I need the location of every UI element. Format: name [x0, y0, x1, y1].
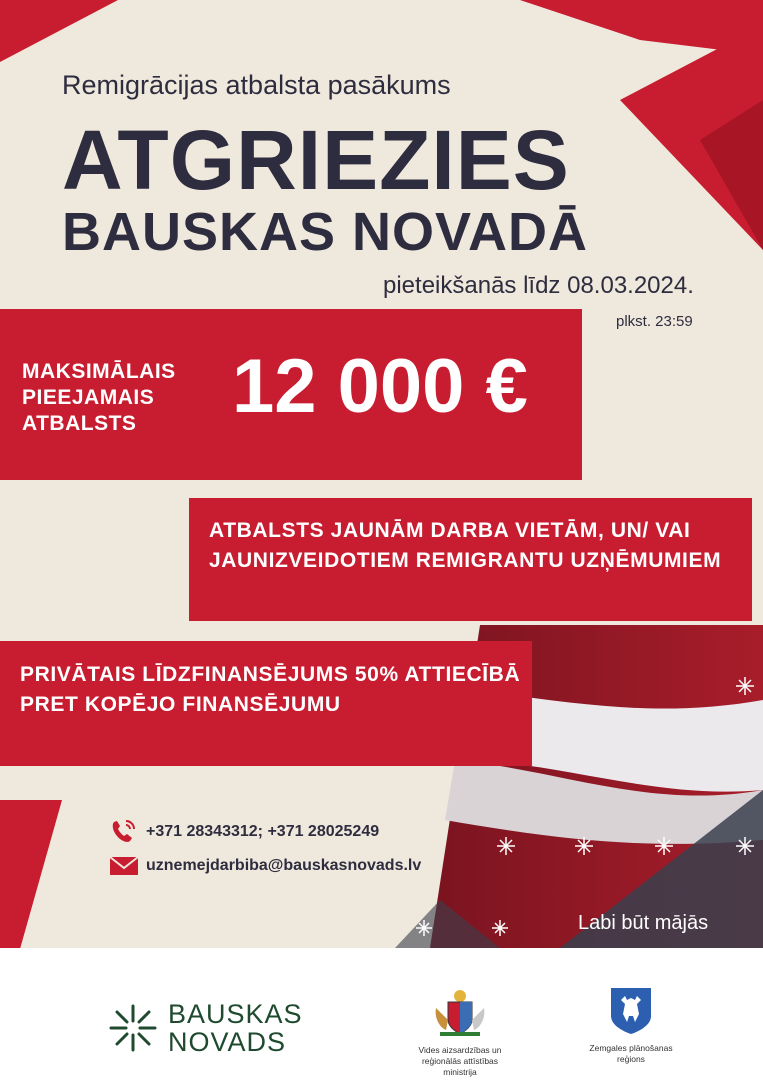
subtitle: Remigrācijas atbalsta pasākums [62, 70, 451, 100]
footer [0, 948, 763, 1080]
cofinance-box [0, 641, 532, 766]
logo-text-line: BAUSKAS [168, 999, 303, 1029]
logo-text-line: NOVADS [168, 1027, 287, 1057]
elk-shield-icon [609, 986, 653, 1036]
email-contact [108, 852, 421, 880]
title-line-1: ATGRIEZIES [62, 113, 570, 207]
deadline-date: pieteikšanās līdz 08.03.2024. [383, 272, 694, 299]
max-support-label-line: MAKSIMĀLAIS [22, 360, 176, 383]
coat-of-arms-icon [430, 986, 490, 1038]
max-support-label [22, 359, 232, 437]
max-support-amount: 12 000 € [232, 344, 528, 429]
title-line-2: BAUSKAS NOVADĀ [62, 202, 589, 262]
phone-contact [108, 818, 379, 846]
region-name-line: Zemgales plānošanas [589, 1043, 673, 1053]
phone-numbers[interactable]: +371 28343312; +371 28025249 [146, 823, 380, 840]
zemgale-region-logo [586, 986, 676, 1065]
cofinance-text: PRIVĀTAIS LĪDZFINANSĒJUMS 50% ATTIECĪBĀ PRET KOPĒJO FINANSĒJUMU [20, 663, 521, 716]
slogan: Labi būt mājās [578, 912, 709, 934]
max-support-box [0, 309, 582, 480]
deadline-time: plkst. 23:59 [616, 313, 693, 330]
max-support-label-line: PIEEJAMAIS [22, 386, 155, 409]
ministry-name-line: ministrija [443, 1067, 477, 1077]
phone-icon [108, 818, 140, 846]
sun-symbol-icon [108, 1003, 158, 1053]
region-name-line: reģions [617, 1054, 645, 1064]
support-info-text: ATBALSTS JAUNĀM DARBA VIETĀM, UN/ VAI JAUNIZVEIDOTIEM REMIGRANTU UZŅĒMUMIEM [209, 519, 722, 572]
ministry-logo [405, 986, 515, 1078]
ministry-name-line: Vides aizsardzības un [418, 1045, 502, 1055]
email-address[interactable]: uznemejdarbiba@bauskasnovads.lv [146, 857, 422, 874]
ministry-name-line: reģionālās attīstības [421, 1056, 499, 1066]
bauskas-novads-logo [108, 1000, 303, 1056]
envelope-icon [108, 852, 140, 880]
max-support-label-line: ATBALSTS [22, 412, 137, 435]
support-info-box [189, 498, 752, 621]
